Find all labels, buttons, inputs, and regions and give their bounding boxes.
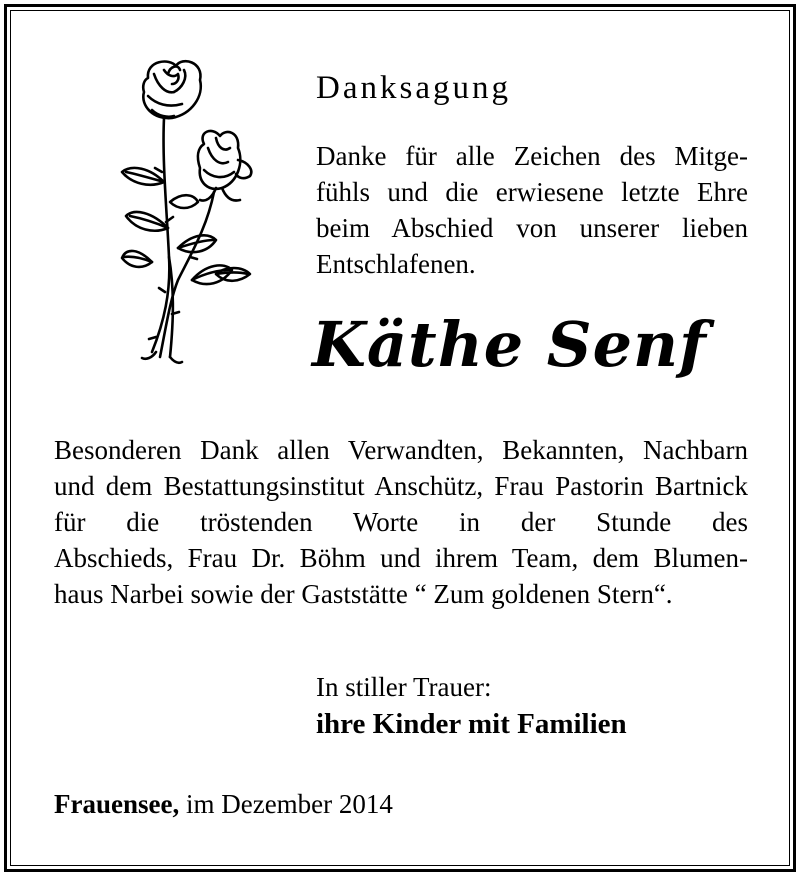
thanks-line: haus Narbei sowie der Gaststätte “ Zum goldenen Stern“.: [54, 579, 673, 609]
notice-heading: Danksagung: [316, 70, 511, 106]
intro-line: Entschlafenen.: [316, 249, 476, 279]
rose-icon: [112, 52, 262, 370]
date-text: im Dezember 2014: [179, 789, 393, 819]
intro-line: Danke für alle Zeichen des Mitge-: [316, 141, 748, 171]
thanks-line: für die tröstenden Worte in der Stunde des: [54, 507, 748, 537]
thanks-line: und dem Bestattungsinstitut Anschütz, Frau Pastorin Bartnick: [54, 471, 748, 501]
thanks-paragraph: [54, 432, 748, 612]
thanks-line: Abschieds, Frau Dr. Böhm und ihrem Team, dem Blumen-: [54, 543, 748, 573]
mourners-signature: ihre Kinder mit Familien: [316, 708, 627, 740]
place-name: Frauensee,: [54, 789, 180, 819]
place-date-line: [54, 786, 393, 822]
deceased-name: Käthe Senf: [312, 308, 707, 381]
thanks-line: Besonderen Dank allen Verwandten, Bekannten, Nachbarn: [54, 435, 748, 465]
intro-paragraph: [316, 138, 748, 282]
intro-line: beim Abschied von unserer lieben: [316, 213, 748, 243]
intro-line: fühls und die erwiesene letzte Ehre: [316, 177, 748, 207]
mourning-label: In stiller Trauer:: [316, 672, 492, 702]
